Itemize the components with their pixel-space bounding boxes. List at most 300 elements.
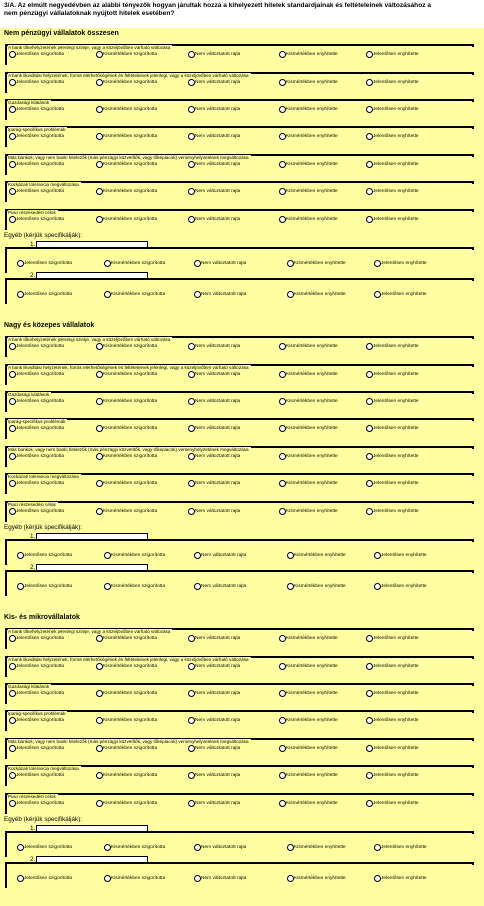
rating-options	[5, 188, 475, 195]
rating-option-label: Nem változtatott rajta	[195, 399, 241, 404]
radio-button[interactable]	[188, 106, 195, 113]
other-specify-label: Egyéb (kérjük specifikálják):	[4, 524, 83, 531]
radio-button[interactable]	[104, 552, 111, 559]
rating-option-label: Kismértékben szigorította	[111, 845, 166, 850]
radio-button[interactable]	[9, 508, 16, 515]
radio-button[interactable]	[96, 79, 103, 86]
rating-option-label: Nem változtatott rajta	[195, 80, 241, 85]
radio-button[interactable]	[9, 717, 16, 724]
rating-option-label: Kismértékben enyhítette	[286, 162, 338, 167]
radio-button[interactable]	[9, 188, 16, 195]
rating-option-label: Nem változtatott rajta	[201, 876, 247, 881]
rating-option-label: Jelentősen szigorította	[24, 553, 72, 558]
radio-button[interactable]	[104, 844, 111, 851]
rating-option-label: Kismértékben enyhítette	[286, 217, 338, 222]
frame-line	[5, 570, 474, 573]
rating-option-label: Kismértékben szigorította	[103, 636, 158, 641]
radio-button[interactable]	[96, 453, 103, 460]
rating-option-label: Kismértékben szigorította	[103, 52, 158, 57]
factor-label: Más bankok, vagy nem banki hitelezők (más pénzügyi közvetítők, vagy tőkepiacok) versenyhelyzetének megváltozása	[8, 447, 249, 452]
radio-button[interactable]	[279, 453, 286, 460]
radio-button[interactable]	[366, 635, 373, 642]
factor-label: A bank likviditási helyzetének, forrás elérhetőségének és feltételeinek jelenlegi, vagy a közeljövőben várható változása	[8, 73, 249, 78]
frame-line	[5, 209, 474, 212]
radio-button[interactable]	[188, 425, 195, 432]
radio-button[interactable]	[366, 717, 373, 724]
rating-option-label: Kismértékben szigorította	[103, 80, 158, 85]
rating-option-label: Jelentősen szigorította	[16, 481, 64, 486]
radio-button[interactable]	[9, 51, 16, 58]
rating-options	[5, 79, 475, 86]
radio-button[interactable]	[287, 552, 294, 559]
rating-option-label: Jelentősen szigorította	[16, 426, 64, 431]
radio-button[interactable]	[96, 188, 103, 195]
radio-button[interactable]	[104, 260, 111, 267]
radio-button[interactable]	[366, 772, 373, 779]
radio-button[interactable]	[188, 690, 195, 697]
radio-button[interactable]	[279, 371, 286, 378]
radio-button[interactable]	[279, 635, 286, 642]
radio-button[interactable]	[96, 106, 103, 113]
rating-options	[5, 216, 475, 223]
rating-option-label: Kismértékben szigorította	[111, 584, 166, 589]
radio-button[interactable]	[96, 161, 103, 168]
rating-option-label: Jelentősen enyhítette	[373, 344, 419, 349]
radio-button[interactable]	[96, 216, 103, 223]
radio-button[interactable]	[366, 745, 373, 752]
other-item-row	[5, 570, 475, 596]
frame-line	[5, 710, 474, 713]
radio-button[interactable]	[9, 800, 16, 807]
factor-label: Gazdasági kilátások	[8, 392, 50, 397]
radio-button[interactable]	[188, 161, 195, 168]
factor-row	[5, 364, 475, 386]
rating-options	[5, 552, 475, 559]
factor-label: Más bankok, vagy nem banki hitelezők (más pénzügyi közvetítők, vagy tőkepiacok) versenyhelyzetének megváltozása	[8, 739, 249, 744]
rating-option-label: Jelentősen enyhítette	[373, 664, 419, 669]
radio-button[interactable]	[366, 133, 373, 140]
radio-button[interactable]	[279, 800, 286, 807]
rating-option-label: Nem változtatott rajta	[195, 426, 241, 431]
rating-option-label: Kismértékben szigorította	[103, 773, 158, 778]
rating-options	[5, 745, 475, 752]
rating-option-label: Nem változtatott rajta	[195, 189, 241, 194]
rating-option-label: Jelentősen szigorította	[24, 845, 72, 850]
rating-options	[5, 343, 475, 350]
other-item-number: 1.	[30, 825, 36, 832]
radio-button[interactable]	[9, 745, 16, 752]
factor-row	[5, 683, 475, 705]
rating-option-label: Nem változtatott rajta	[195, 773, 241, 778]
rating-option-label: Jelentősen szigorította	[16, 217, 64, 222]
radio-button[interactable]	[194, 875, 201, 882]
rating-option-label: Jelentősen szigorította	[16, 399, 64, 404]
radio-button[interactable]	[287, 844, 294, 851]
radio-button[interactable]	[188, 398, 195, 405]
other-item-number: 1.	[30, 533, 36, 540]
radio-button[interactable]	[96, 800, 103, 807]
radio-button[interactable]	[279, 51, 286, 58]
rating-options	[5, 453, 475, 460]
radio-button[interactable]	[279, 772, 286, 779]
rating-option-label: Jelentősen szigorította	[16, 80, 64, 85]
radio-button[interactable]	[17, 875, 24, 882]
rating-option-label: Jelentősen enyhítette	[373, 80, 419, 85]
factor-label: Iparág-specifikus problémák	[8, 127, 66, 132]
rating-option-label: Kismértékben szigorította	[103, 664, 158, 669]
radio-button[interactable]	[194, 552, 201, 559]
radio-button[interactable]	[104, 583, 111, 590]
radio-button[interactable]	[374, 844, 381, 851]
rating-option-label: Kismértékben enyhítette	[294, 584, 346, 589]
rating-option-label: Kismértékben szigorította	[111, 553, 166, 558]
frame-line	[5, 278, 474, 281]
radio-button[interactable]	[96, 480, 103, 487]
radio-button[interactable]	[9, 398, 16, 405]
radio-button[interactable]	[366, 425, 373, 432]
radio-button[interactable]	[9, 161, 16, 168]
rating-options	[5, 480, 475, 487]
radio-button[interactable]	[9, 480, 16, 487]
other-item-row	[5, 862, 475, 888]
radio-button[interactable]	[279, 480, 286, 487]
radio-button[interactable]	[9, 79, 16, 86]
radio-button[interactable]	[96, 745, 103, 752]
rating-option-label: Jelentősen szigorította	[24, 584, 72, 589]
rating-option-label: Jelentősen szigorította	[16, 107, 64, 112]
rating-option-label: Kismértékben szigorította	[103, 481, 158, 486]
rating-option-label: Kismértékben enyhítette	[286, 399, 338, 404]
radio-button[interactable]	[188, 79, 195, 86]
factor-label: Iparág-specifikus problémák	[8, 419, 66, 424]
rating-options	[5, 663, 475, 670]
radio-button[interactable]	[374, 875, 381, 882]
factor-row	[5, 391, 475, 413]
rating-option-label: Jelentősen enyhítette	[373, 691, 419, 696]
radio-button[interactable]	[279, 663, 286, 670]
radio-button[interactable]	[279, 745, 286, 752]
rating-options	[5, 772, 475, 779]
factor-label: Kockázati tolerancia megváltozása	[8, 766, 79, 771]
radio-button[interactable]	[104, 875, 111, 882]
rating-options	[5, 508, 475, 515]
radio-button[interactable]	[366, 343, 373, 350]
other-item-number: 1.	[30, 241, 36, 248]
radio-button[interactable]	[374, 583, 381, 590]
factor-label: Piaci részesedési célok	[8, 210, 56, 215]
radio-button[interactable]	[279, 343, 286, 350]
rating-option-label: Jelentősen szigorította	[16, 344, 64, 349]
radio-button[interactable]	[279, 690, 286, 697]
radio-button[interactable]	[366, 106, 373, 113]
radio-button[interactable]	[279, 188, 286, 195]
factor-row	[5, 656, 475, 678]
rating-option-label: Nem változtatott rajta	[195, 691, 241, 696]
frame-line	[5, 539, 474, 542]
rating-option-label: Kismértékben szigorította	[111, 292, 166, 297]
rating-option-label: Jelentősen szigorította	[16, 52, 64, 57]
radio-button[interactable]	[96, 663, 103, 670]
rating-option-label: Kismértékben enyhítette	[286, 107, 338, 112]
rating-option-label: Kismértékben enyhítette	[286, 773, 338, 778]
radio-button[interactable]	[287, 291, 294, 298]
radio-button[interactable]	[96, 690, 103, 697]
factor-label: Piaci részesedési célok	[8, 794, 56, 799]
radio-button[interactable]	[366, 371, 373, 378]
rating-option-label: Kismértékben enyhítette	[286, 372, 338, 377]
rating-option-label: Jelentősen szigorította	[16, 691, 64, 696]
rating-option-label: Nem változtatott rajta	[201, 261, 247, 266]
factor-label: Gazdasági kilátások	[8, 100, 50, 105]
rating-option-label: Kismértékben szigorította	[103, 454, 158, 459]
radio-button[interactable]	[287, 583, 294, 590]
radio-button[interactable]	[17, 260, 24, 267]
radio-button[interactable]	[9, 343, 16, 350]
radio-button[interactable]	[96, 371, 103, 378]
rating-option-label: Kismértékben enyhítette	[286, 189, 338, 194]
radio-button[interactable]	[366, 51, 373, 58]
radio-button[interactable]	[366, 800, 373, 807]
radio-button[interactable]	[9, 106, 16, 113]
radio-button[interactable]	[287, 260, 294, 267]
rating-option-label: Jelentősen enyhítette	[373, 481, 419, 486]
radio-button[interactable]	[188, 635, 195, 642]
other-item-number: 2.	[30, 856, 36, 863]
rating-option-label: Jelentősen szigorította	[16, 189, 64, 194]
radio-button[interactable]	[279, 398, 286, 405]
radio-button[interactable]	[96, 133, 103, 140]
radio-button[interactable]	[17, 583, 24, 590]
radio-button[interactable]	[17, 552, 24, 559]
rating-option-label: Nem változtatott rajta	[201, 553, 247, 558]
factor-row	[5, 418, 475, 440]
radio-button[interactable]	[188, 51, 195, 58]
rating-option-label: Kismértékben enyhítette	[294, 845, 346, 850]
rating-option-label: Jelentősen szigorította	[16, 134, 64, 139]
radio-button[interactable]	[188, 508, 195, 515]
rating-option-label: Nem változtatott rajta	[195, 52, 241, 57]
factor-label: A bank tőkehelyzetének jelenlegi szintje, vagy a közeljövőben várható változása	[8, 337, 171, 342]
radio-button[interactable]	[366, 398, 373, 405]
radio-button[interactable]	[9, 635, 16, 642]
radio-button[interactable]	[96, 425, 103, 432]
radio-button[interactable]	[9, 133, 16, 140]
rating-option-label: Kismértékben szigorította	[111, 261, 166, 266]
radio-button[interactable]	[279, 717, 286, 724]
rating-option-label: Jelentősen szigorította	[16, 773, 64, 778]
other-specify-label: Egyéb (kérjük specifikálják):	[4, 816, 83, 823]
radio-button[interactable]	[188, 371, 195, 378]
radio-button[interactable]	[96, 343, 103, 350]
factor-row	[5, 793, 475, 815]
rating-options	[5, 635, 475, 642]
factor-row	[5, 44, 475, 66]
factor-row	[5, 209, 475, 231]
radio-button[interactable]	[104, 291, 111, 298]
rating-option-label: Jelentősen szigorította	[16, 454, 64, 459]
radio-button[interactable]	[188, 188, 195, 195]
radio-button[interactable]	[194, 844, 201, 851]
radio-button[interactable]	[194, 260, 201, 267]
rating-option-label: Jelentősen enyhítette	[373, 636, 419, 641]
frame-line	[5, 831, 474, 834]
factor-row	[5, 126, 475, 148]
radio-button[interactable]	[17, 291, 24, 298]
rating-option-label: Kismértékben enyhítette	[286, 801, 338, 806]
rating-option-label: Nem változtatott rajta	[195, 509, 241, 514]
radio-button[interactable]	[366, 508, 373, 515]
rating-option-label: Jelentősen szigorította	[16, 746, 64, 751]
rating-option-label: Kismértékben szigorította	[103, 718, 158, 723]
rating-option-label: Kismértékben enyhítette	[294, 292, 346, 297]
rating-option-label: Jelentősen szigorította	[16, 509, 64, 514]
rating-options	[5, 398, 475, 405]
rating-options	[5, 106, 475, 113]
radio-button[interactable]	[188, 480, 195, 487]
rating-option-label: Jelentősen enyhítette	[381, 876, 427, 881]
rating-option-label: Kismértékben enyhítette	[294, 261, 346, 266]
radio-button[interactable]	[287, 875, 294, 882]
radio-button[interactable]	[9, 216, 16, 223]
rating-options	[5, 717, 475, 724]
other-item-row	[5, 539, 475, 565]
radio-button[interactable]	[366, 663, 373, 670]
rating-option-label: Kismértékben enyhítette	[286, 691, 338, 696]
radio-button[interactable]	[188, 800, 195, 807]
rating-option-label: Jelentősen szigorította	[16, 801, 64, 806]
rating-option-label: Kismértékben enyhítette	[286, 454, 338, 459]
radio-button[interactable]	[9, 772, 16, 779]
radio-button[interactable]	[17, 844, 24, 851]
factor-row	[5, 628, 475, 650]
radio-button[interactable]	[188, 772, 195, 779]
radio-button[interactable]	[96, 635, 103, 642]
rating-option-label: Jelentősen enyhítette	[373, 372, 419, 377]
rating-option-label: Kismértékben enyhítette	[294, 553, 346, 558]
rating-option-label: Nem változtatott rajta	[195, 481, 241, 486]
rating-option-label: Kismértékben szigorította	[103, 107, 158, 112]
radio-button[interactable]	[279, 133, 286, 140]
radio-button[interactable]	[96, 51, 103, 58]
rating-option-label: Jelentősen szigorította	[24, 876, 72, 881]
factor-row	[5, 99, 475, 121]
rating-option-label: Jelentősen enyhítette	[373, 773, 419, 778]
radio-button[interactable]	[279, 216, 286, 223]
radio-button[interactable]	[9, 371, 16, 378]
section-title: Nem pénzügyi vállalatok összesen	[4, 30, 119, 37]
rating-option-label: Nem változtatott rajta	[195, 718, 241, 723]
rating-option-label: Nem változtatott rajta	[201, 845, 247, 850]
rating-option-label: Kismértékben enyhítette	[286, 344, 338, 349]
rating-options	[5, 260, 475, 267]
rating-option-label: Jelentősen szigorította	[16, 372, 64, 377]
radio-button[interactable]	[366, 453, 373, 460]
other-item-number: 2.	[30, 564, 36, 571]
radio-button[interactable]	[9, 425, 16, 432]
rating-option-label: Jelentősen enyhítette	[373, 52, 419, 57]
rating-option-label: Jelentősen szigorította	[16, 162, 64, 167]
radio-button[interactable]	[279, 425, 286, 432]
radio-button[interactable]	[96, 717, 103, 724]
rating-option-label: Nem változtatott rajta	[195, 746, 241, 751]
radio-button[interactable]	[188, 453, 195, 460]
radio-button[interactable]	[374, 552, 381, 559]
radio-button[interactable]	[188, 717, 195, 724]
radio-button[interactable]	[279, 79, 286, 86]
radio-button[interactable]	[188, 133, 195, 140]
radio-button[interactable]	[194, 583, 201, 590]
rating-option-label: Nem változtatott rajta	[195, 217, 241, 222]
rating-option-label: Jelentősen enyhítette	[373, 746, 419, 751]
radio-button[interactable]	[188, 663, 195, 670]
factor-row	[5, 473, 475, 495]
factor-label: A bank likviditási helyzetének, forrás elérhetőségének és feltételeinek jelenlegi, vagy a közeljövőben várható változása	[8, 365, 249, 370]
rating-option-label: Jelentősen szigorította	[16, 718, 64, 723]
rating-option-label: Jelentősen enyhítette	[381, 845, 427, 850]
rating-option-label: Jelentősen enyhítette	[373, 134, 419, 139]
radio-button[interactable]	[188, 343, 195, 350]
rating-option-label: Kismértékben szigorította	[103, 217, 158, 222]
rating-option-label: Kismértékben enyhítette	[286, 746, 338, 751]
factor-row	[5, 501, 475, 523]
radio-button[interactable]	[366, 188, 373, 195]
rating-options	[5, 371, 475, 378]
rating-option-label: Jelentősen enyhítette	[373, 509, 419, 514]
rating-option-label: Kismértékben szigorította	[103, 746, 158, 751]
rating-option-label: Kismértékben enyhítette	[286, 664, 338, 669]
radio-button[interactable]	[374, 260, 381, 267]
rating-options	[5, 133, 475, 140]
radio-button[interactable]	[366, 161, 373, 168]
radio-button[interactable]	[96, 398, 103, 405]
radio-button[interactable]	[96, 772, 103, 779]
radio-button[interactable]	[96, 508, 103, 515]
rating-option-label: Kismértékben enyhítette	[286, 52, 338, 57]
rating-option-label: Nem változtatott rajta	[195, 162, 241, 167]
radio-button[interactable]	[366, 216, 373, 223]
radio-button[interactable]	[279, 508, 286, 515]
section-title: Nagy és közepes vállalatok	[4, 322, 95, 329]
radio-button[interactable]	[279, 161, 286, 168]
rating-option-label: Jelentősen enyhítette	[373, 399, 419, 404]
radio-button[interactable]	[366, 690, 373, 697]
other-specify-label: Egyéb (kérjük specifikálják):	[4, 232, 83, 239]
frame-line	[5, 501, 474, 504]
other-item-row	[5, 247, 475, 273]
frame-line	[5, 862, 474, 865]
radio-button[interactable]	[9, 690, 16, 697]
rating-option-label: Nem változtatott rajta	[195, 344, 241, 349]
radio-button[interactable]	[194, 291, 201, 298]
rating-option-label: Nem változtatott rajta	[195, 636, 241, 641]
frame-line	[5, 247, 474, 250]
rating-option-label: Jelentősen szigorította	[24, 292, 72, 297]
rating-option-label: Jelentősen enyhítette	[373, 189, 419, 194]
radio-button[interactable]	[188, 745, 195, 752]
radio-button[interactable]	[279, 106, 286, 113]
radio-button[interactable]	[9, 453, 16, 460]
radio-button[interactable]	[366, 480, 373, 487]
radio-button[interactable]	[9, 663, 16, 670]
survey-form	[0, 28, 484, 906]
rating-option-label: Kismértékben enyhítette	[286, 481, 338, 486]
radio-button[interactable]	[366, 79, 373, 86]
radio-button[interactable]	[374, 291, 381, 298]
factor-label: Piaci részesedési célok	[8, 502, 56, 507]
factor-label: A bank likviditási helyzetének, forrás elérhetőségének és feltételeinek jelenlegi, vagy a közeljövőben várható változása	[8, 657, 249, 662]
rating-option-label: Jelentősen enyhítette	[373, 426, 419, 431]
radio-button[interactable]	[188, 216, 195, 223]
